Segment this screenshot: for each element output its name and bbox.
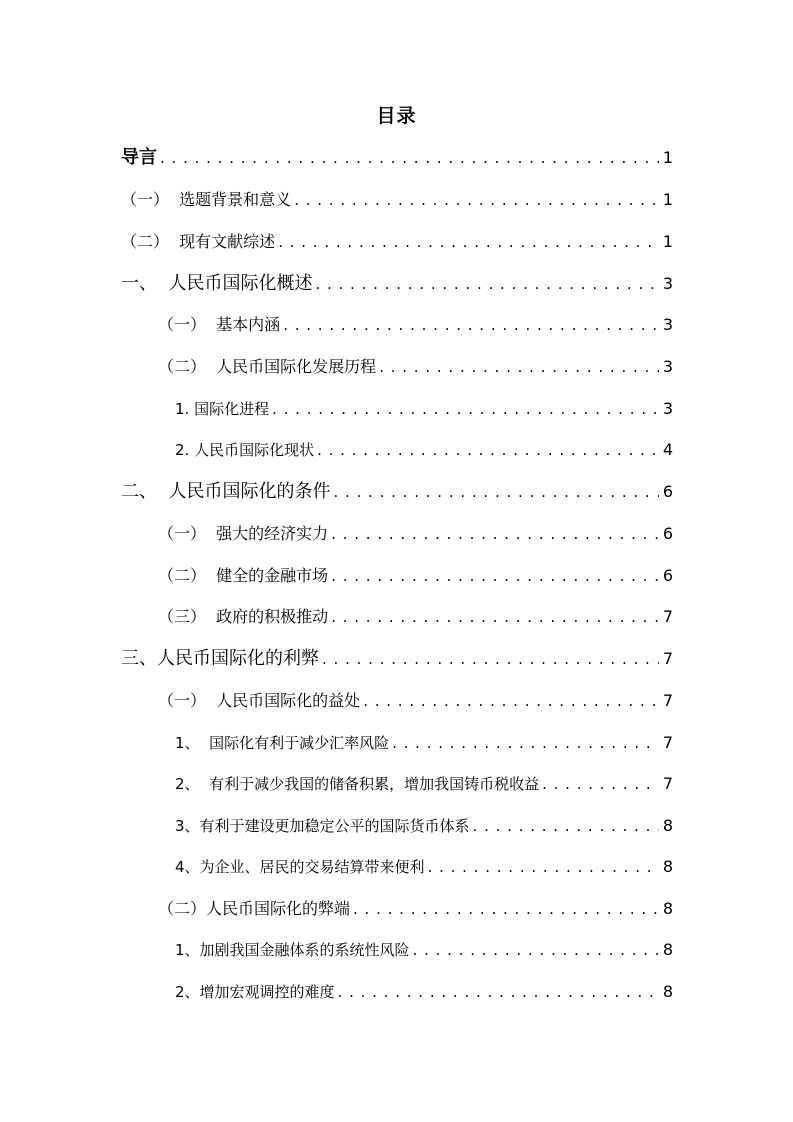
toc-entry-label: 1、加剧我国金融体系的系统性风险: [175, 941, 410, 959]
toc-page-number: 3: [662, 274, 673, 293]
toc-entry-internationalization-process[interactable]: [175, 397, 673, 421]
dot-leader: [335, 980, 659, 1004]
toc-entry-label: 导言: [121, 147, 157, 168]
toc-entry-chapter-2[interactable]: [121, 480, 673, 504]
toc-entry-label: 3、有利于建设更加稳定公平的国际货币体系: [175, 817, 470, 835]
toc-entry-background[interactable]: [121, 188, 673, 212]
toc-page-number: 8: [662, 857, 673, 876]
toc-page-number: 7: [662, 774, 673, 793]
toc-entry-basic-meaning[interactable]: [158, 313, 673, 337]
toc-entry-chapter-3[interactable]: [121, 647, 673, 671]
dot-leader: [319, 647, 659, 671]
toc-entry-label: （三） 政府的积极推动: [158, 607, 329, 626]
dot-leader: [157, 146, 659, 170]
toc-entry-economic-strength[interactable]: [158, 522, 673, 546]
dot-leader: [470, 814, 659, 838]
toc-entry-label: 2. 人民币国际化现状: [175, 441, 315, 459]
toc-page-number: 3: [662, 357, 673, 376]
toc-entry-benefits[interactable]: [158, 689, 673, 713]
dot-leader: [376, 355, 659, 379]
dot-leader: [410, 938, 659, 962]
dot-leader: [539, 772, 659, 796]
dot-leader: [269, 397, 659, 421]
toc-entry-label: 2、增加宏观调控的难度: [175, 983, 335, 1001]
toc-entry-benefit-3[interactable]: [175, 814, 673, 838]
dot-leader: [350, 897, 659, 921]
toc-entry-drawback-1[interactable]: [175, 938, 673, 962]
toc-entry-chapter-1[interactable]: [121, 272, 673, 296]
toc-entry-label: 三、人民币国际化的利弊: [121, 648, 319, 669]
toc-entry-label: （二） 现有文献综述: [121, 232, 276, 251]
toc-page-number: 8: [662, 982, 673, 1001]
toc-page-number: 1: [662, 232, 673, 251]
toc-page-number: 1: [662, 190, 673, 209]
toc-entry-benefit-4[interactable]: [175, 855, 673, 879]
toc-entry-label: 1. 国际化进程: [175, 400, 270, 418]
toc-page-number: 7: [662, 607, 673, 626]
toc-page-number: 6: [662, 524, 673, 543]
toc-page-number: 7: [662, 691, 673, 710]
toc-page-number: 8: [662, 816, 673, 835]
dot-leader: [275, 230, 659, 254]
toc-entry-label: （一） 人民币国际化的益处: [158, 691, 361, 710]
dot-leader: [280, 313, 659, 337]
toc-page-number: 1: [662, 148, 673, 167]
dot-leader: [389, 731, 659, 755]
toc-page-number: 3: [662, 315, 673, 334]
toc-entry-benefit-1[interactable]: [175, 731, 673, 755]
dot-leader: [328, 564, 659, 588]
toc-entry-label: 2、 有利于减少我国的储备积累，增加我国铸币税收益: [175, 775, 540, 793]
toc-entry-label: （一） 强大的经济实力: [158, 524, 329, 543]
dot-leader: [360, 689, 659, 713]
toc-entry-label: （二） 人民币国际化发展历程: [158, 357, 377, 376]
dot-leader: [291, 188, 659, 212]
toc-page-number: 6: [662, 482, 673, 501]
page-title: 目录: [376, 105, 417, 127]
toc-page-number: 3: [662, 399, 673, 418]
toc-entry-drawback-2[interactable]: [175, 980, 673, 1004]
toc-entry-literature-review[interactable]: [121, 230, 673, 254]
toc-entry-drawbacks[interactable]: [158, 897, 673, 921]
toc-entry-label: 4、为企业、居民的交易结算带来便利: [175, 858, 425, 876]
toc-entry-introduction[interactable]: [121, 146, 673, 170]
toc-page-number: 8: [662, 940, 673, 959]
toc-entry-label: （一） 基本内涵: [158, 315, 281, 334]
dot-leader: [328, 605, 659, 629]
toc-page-number: 7: [662, 733, 673, 752]
toc-entry-government-promotion[interactable]: [158, 605, 673, 629]
dot-leader: [425, 855, 659, 879]
toc-entry-label: 1、 国际化有利于减少汇率风险: [175, 734, 390, 752]
dot-leader: [330, 480, 658, 504]
dot-leader: [314, 438, 659, 462]
toc-entry-financial-market[interactable]: [158, 564, 673, 588]
toc-page-number: 4: [662, 440, 673, 459]
toc-entry-label: （一） 选题背景和意义: [121, 190, 292, 209]
toc-entry-benefit-2[interactable]: [175, 772, 673, 796]
toc-entry-development-history[interactable]: [158, 355, 673, 379]
toc-page-number: 6: [662, 566, 673, 585]
toc-page-number: 8: [662, 899, 673, 918]
dot-leader: [312, 272, 658, 296]
toc-entry-label: 二、 人民币国际化的条件: [121, 481, 331, 502]
toc-entry-current-status[interactable]: [175, 438, 673, 462]
toc-page-number: 7: [662, 649, 673, 668]
toc-entry-label: （二） 健全的金融市场: [158, 566, 329, 585]
dot-leader: [328, 522, 659, 546]
toc-entry-label: （二）人民币国际化的弊端: [158, 899, 351, 918]
toc-entry-label: 一、 人民币国际化概述: [121, 273, 313, 294]
